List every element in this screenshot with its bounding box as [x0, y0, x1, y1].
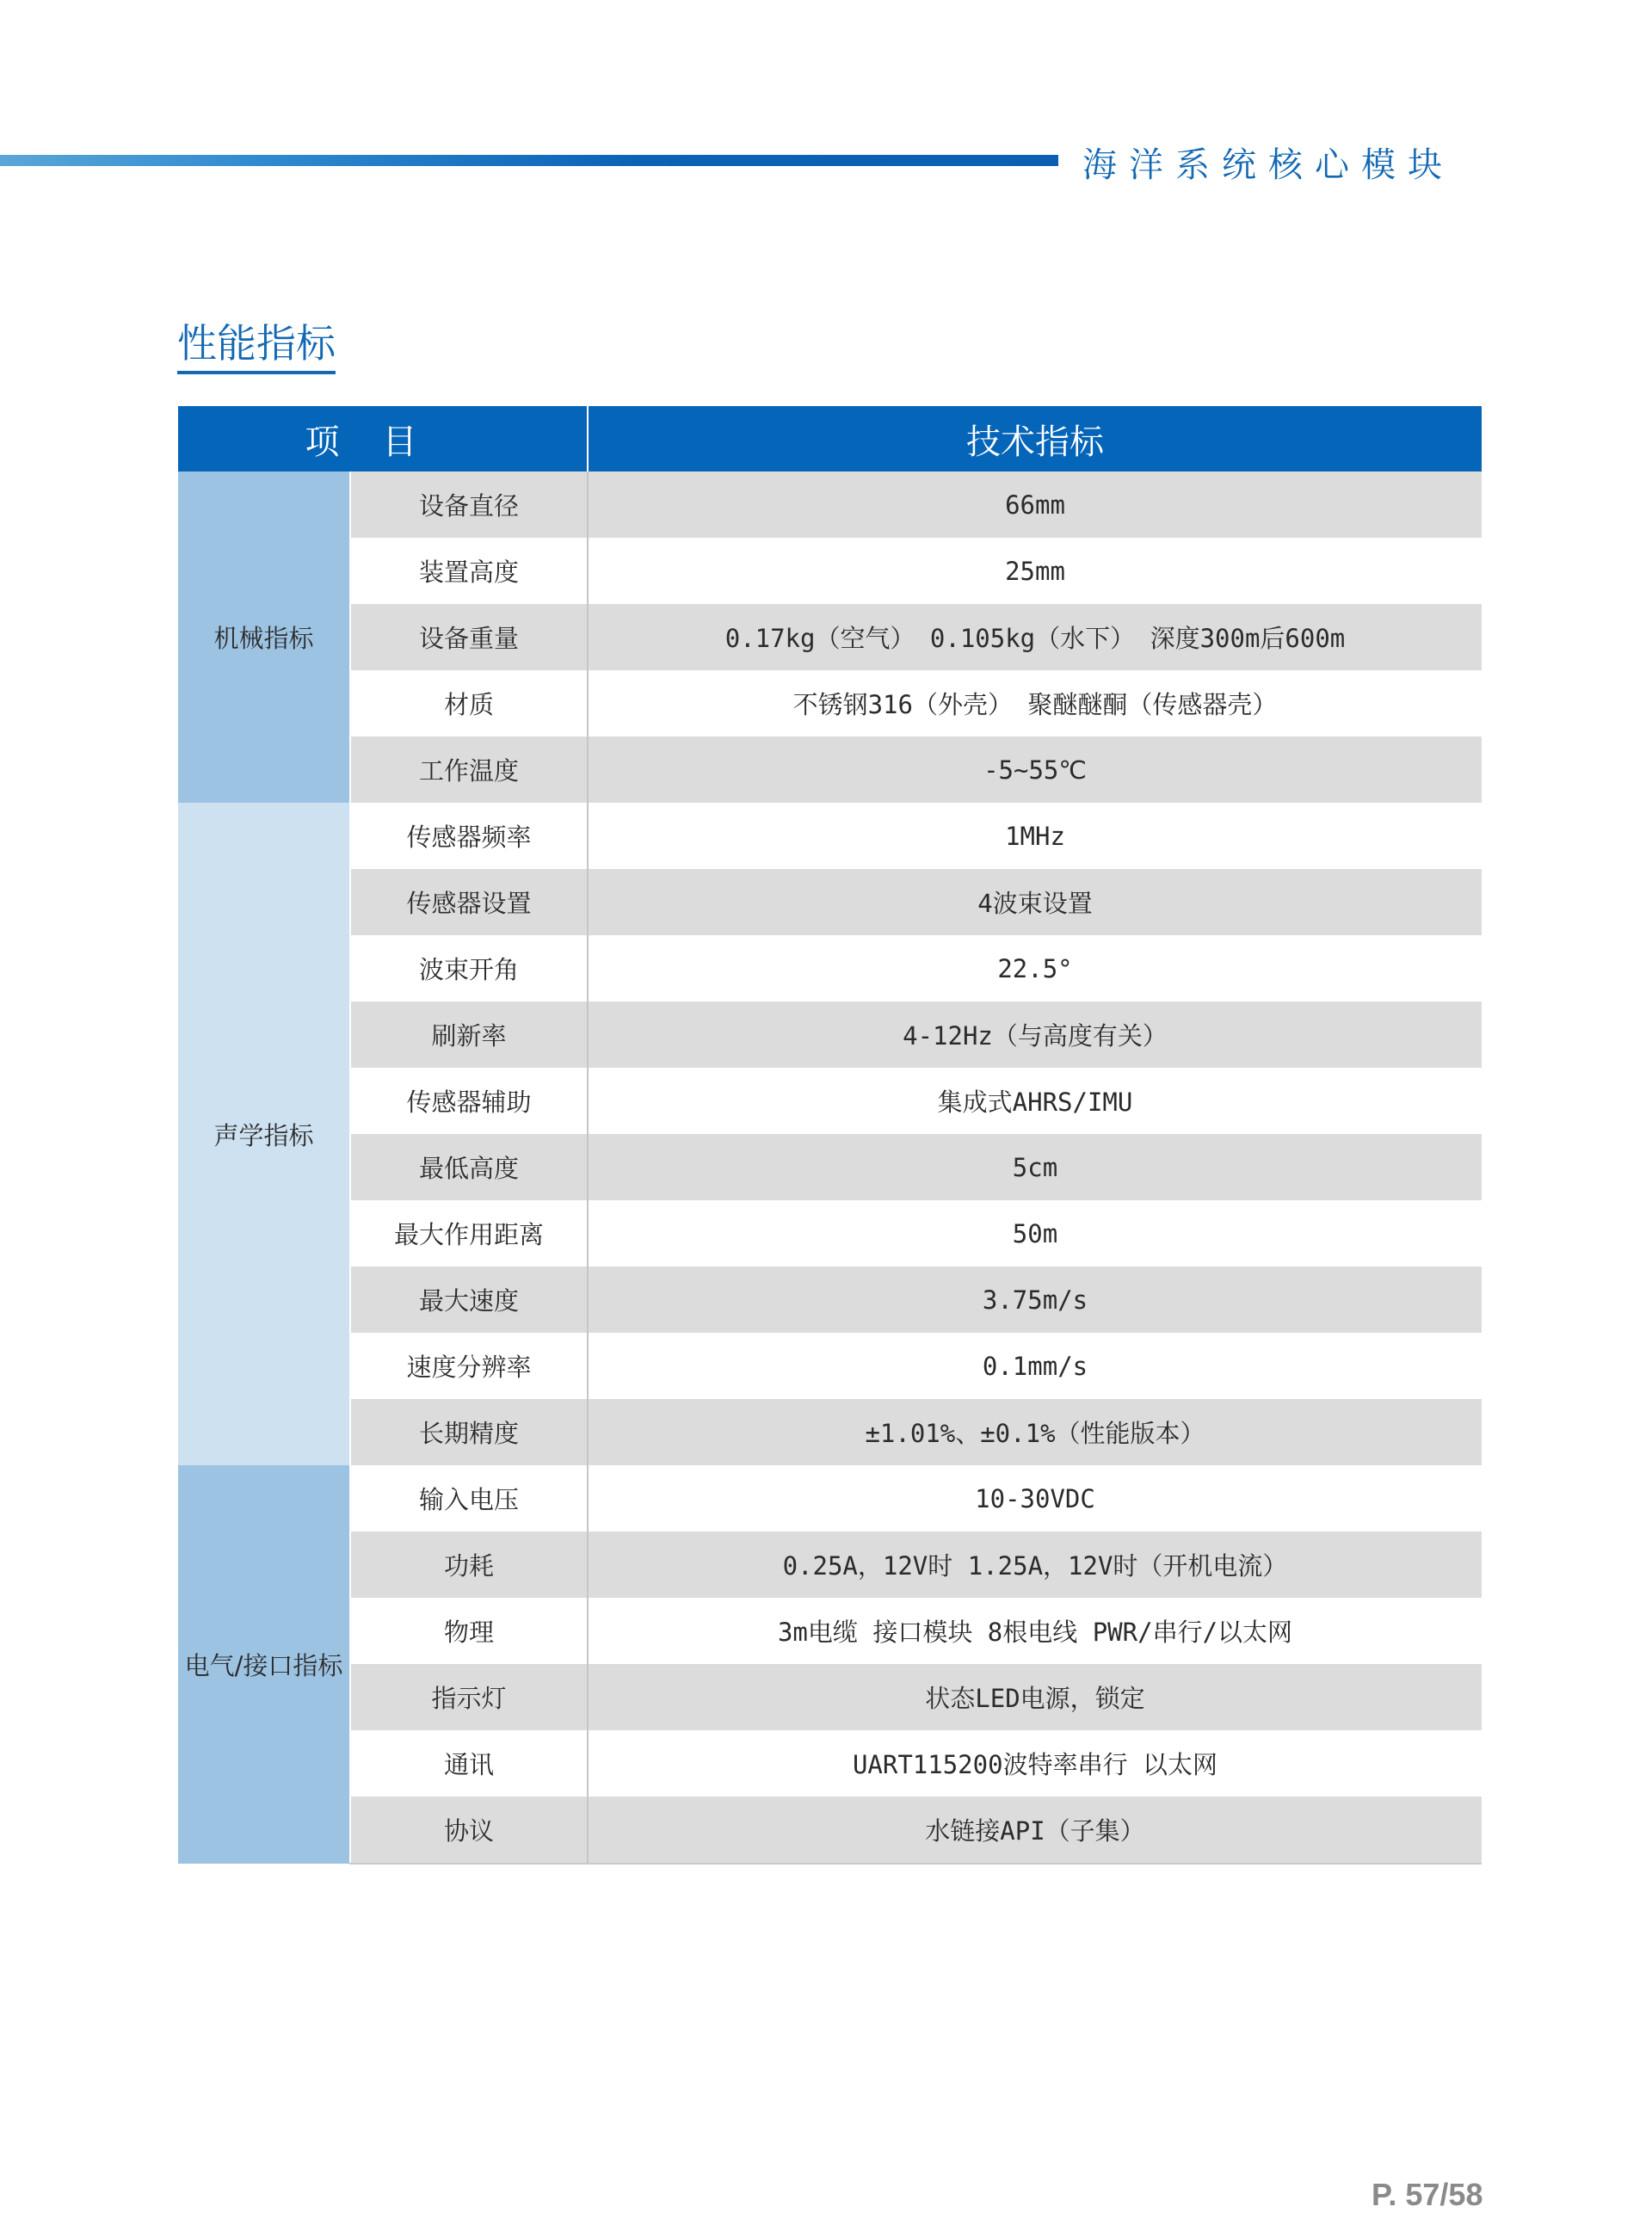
row-value: 水链接API（子集） — [588, 1797, 1482, 1864]
row-label: 设备直径 — [350, 472, 588, 538]
row-value: 5cm — [588, 1134, 1482, 1200]
table-row — [178, 1134, 1482, 1200]
table-row — [178, 1333, 1482, 1399]
row-label: 材质 — [350, 670, 588, 737]
row-label: 工作温度 — [350, 737, 588, 803]
header-accent-bar — [0, 155, 1058, 166]
row-label: 长期精度 — [350, 1399, 588, 1465]
row-label: 通讯 — [350, 1730, 588, 1797]
table-row — [178, 1068, 1482, 1134]
group-acoustic: 声学指标 — [178, 803, 350, 1465]
table-row — [178, 538, 1482, 604]
table-row — [178, 1002, 1482, 1068]
table-row — [178, 803, 1482, 869]
table-row — [178, 1267, 1482, 1333]
row-value: 50m — [588, 1200, 1482, 1267]
row-label: 速度分辨率 — [350, 1333, 588, 1399]
page-number: P. 57/58 — [1372, 2177, 1483, 2212]
row-value: 1MHz — [588, 803, 1482, 869]
row-label: 设备重量 — [350, 604, 588, 670]
row-label: 最大作用距离 — [350, 1200, 588, 1267]
row-value: 不锈钢316（外壳） 聚醚醚酮（传感器壳） — [588, 670, 1482, 737]
row-label: 传感器辅助 — [350, 1068, 588, 1134]
table-row — [178, 1664, 1482, 1730]
table-row — [178, 1797, 1482, 1864]
table-row — [178, 1598, 1482, 1664]
row-label: 装置高度 — [350, 538, 588, 604]
row-value: 集成式AHRS/IMU — [588, 1068, 1482, 1134]
row-value: 25mm — [588, 538, 1482, 604]
table-row — [178, 737, 1482, 803]
row-value: 3.75m/s — [588, 1267, 1482, 1333]
table-row — [178, 604, 1482, 670]
row-label: 最大速度 — [350, 1267, 588, 1333]
section-title: 性能指标 — [177, 320, 336, 374]
row-label: 输入电压 — [350, 1465, 588, 1532]
row-value: 10-30VDC — [588, 1465, 1482, 1532]
spec-table — [178, 406, 1482, 1864]
row-label: 功耗 — [350, 1532, 588, 1598]
table-row — [178, 869, 1482, 935]
row-value: -5~55℃ — [588, 737, 1482, 803]
row-value: 0.1mm/s — [588, 1333, 1482, 1399]
table-row — [178, 1200, 1482, 1267]
table-row — [178, 1399, 1482, 1465]
row-value: ±1.01%、±0.1%（性能版本） — [588, 1399, 1482, 1465]
row-label: 传感器频率 — [350, 803, 588, 869]
row-value: 状态LED电源，锁定 — [588, 1664, 1482, 1730]
row-value: 4-12Hz（与高度有关） — [588, 1002, 1482, 1068]
row-value: 0.25A，12V时 1.25A，12V时（开机电流） — [588, 1532, 1482, 1598]
table-row — [178, 1532, 1482, 1598]
group-electrical: 电气/接口指标 — [178, 1465, 350, 1864]
row-label: 传感器设置 — [350, 869, 588, 935]
row-value: 4波束设置 — [588, 869, 1482, 935]
row-value: 3m电缆 接口模块 8根电线 PWR/串行/以太网 — [588, 1598, 1482, 1664]
header-item: 项目 — [178, 406, 588, 472]
row-label: 最低高度 — [350, 1134, 588, 1200]
row-label: 刷新率 — [350, 1002, 588, 1068]
table-row — [178, 1465, 1482, 1532]
row-value: UART115200波特率串行 以太网 — [588, 1730, 1482, 1797]
row-label: 指示灯 — [350, 1664, 588, 1730]
row-label: 波束开角 — [350, 935, 588, 1002]
table-row — [178, 1730, 1482, 1797]
table-row — [178, 935, 1482, 1002]
table-row — [178, 472, 1482, 538]
row-value: 0.17kg（空气） 0.105kg（水下） 深度300m后600m — [588, 604, 1482, 670]
row-value: 22.5° — [588, 935, 1482, 1002]
group-mechanical: 机械指标 — [178, 472, 350, 803]
header-spec: 技术指标 — [588, 406, 1482, 472]
row-label: 协议 — [350, 1797, 588, 1864]
table-header-row — [178, 406, 1482, 472]
table-row — [178, 670, 1482, 737]
row-label: 物理 — [350, 1598, 588, 1664]
row-value: 66mm — [588, 472, 1482, 538]
header-title: 海洋系统核心模块 — [1082, 145, 1454, 185]
